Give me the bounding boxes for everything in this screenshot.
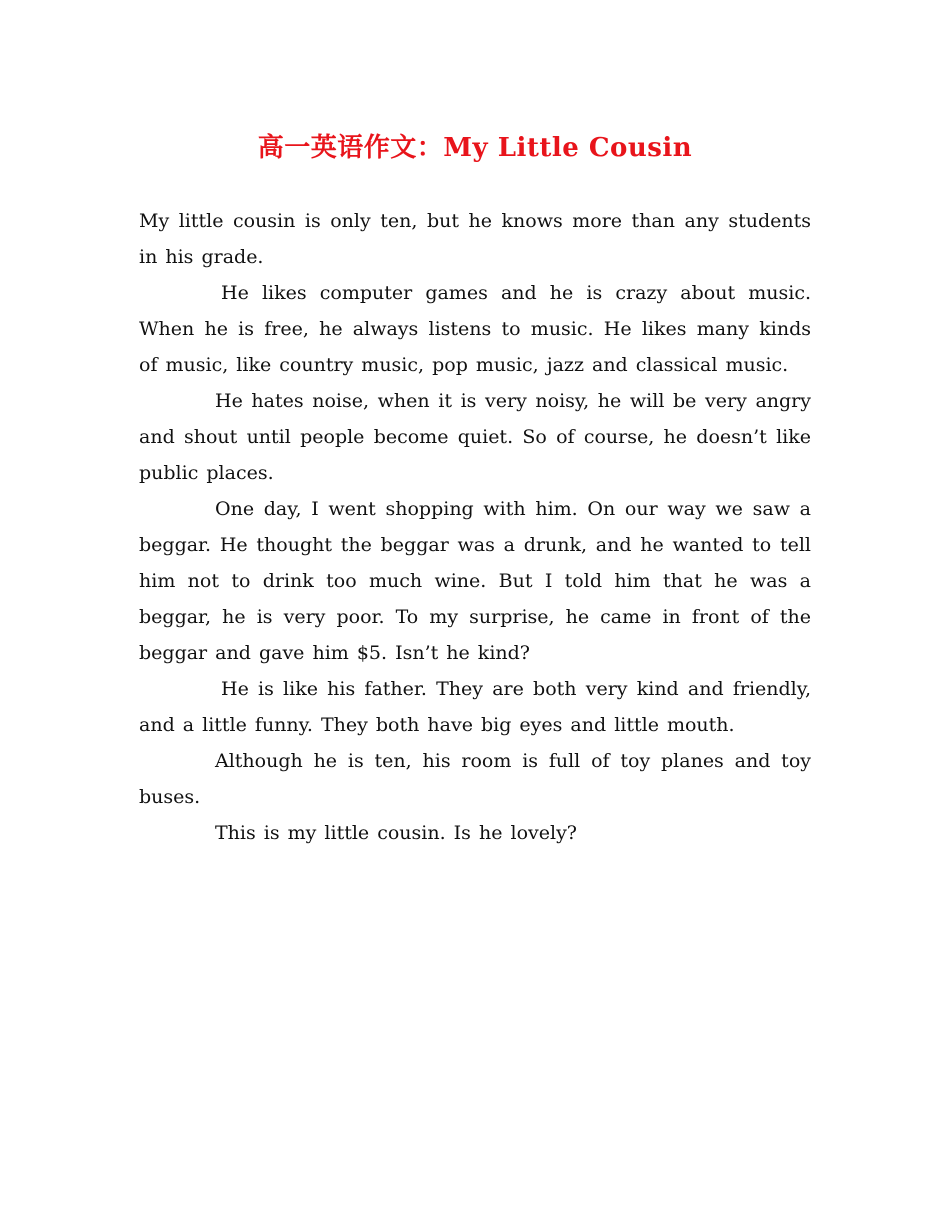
paragraph-7: This is my little cousin. Is he lovely? bbox=[215, 822, 577, 844]
paragraph-6: Although he is ten, his room is full of toy planes and toy buses. bbox=[139, 750, 811, 808]
paragraph-2: He likes computer games and he is crazy about music. When he is free, he always listens to music. He likes many kinds of music, like country music, pop music, jazz and classical music. bbox=[139, 282, 811, 376]
paragraph-4: One day, I went shopping with him. On our way we saw a beggar. He thought the beggar was a drunk, and he wanted to tell him not to drink too much wine. But I told him that he was a beggar, he is very poor. To my surprise, he came in front of the beggar and gave him $5. Isn’t he kind? bbox=[139, 498, 811, 664]
paragraph-3: He hates noise, when it is very noisy, he will be very angry and shout until people become quiet. So of course, he doesn’t like public places. bbox=[139, 390, 811, 484]
paragraph-5: He is like his father. They are both very kind and friendly, and a little funny. They both have big eyes and little mouth. bbox=[139, 678, 811, 736]
document-title: 高一英语作文：My Little Cousin bbox=[257, 133, 693, 163]
paragraph-1: My little cousin is only ten, but he knows more than any students in his grade. bbox=[139, 210, 811, 268]
essay-body bbox=[139, 203, 811, 851]
